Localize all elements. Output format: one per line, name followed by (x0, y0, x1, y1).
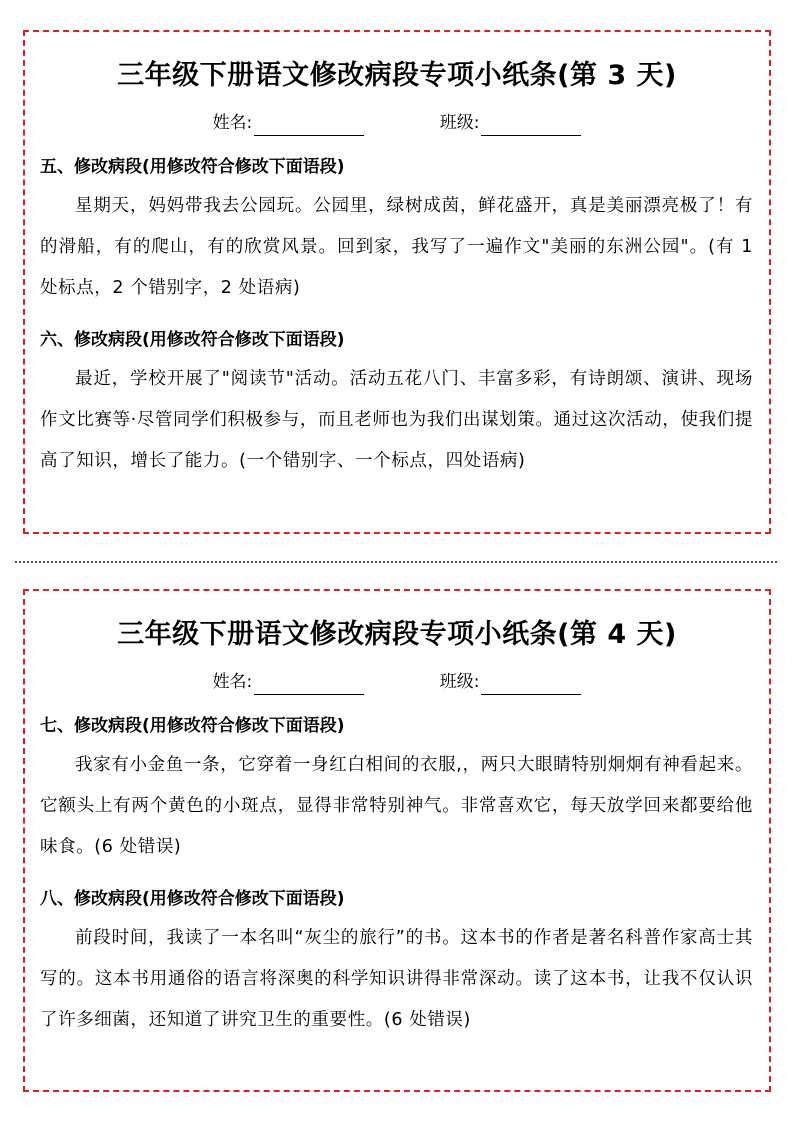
name-blank-line (254, 115, 364, 136)
name-field (213, 110, 365, 136)
class-label: 班级: (439, 113, 480, 133)
section-paragraph: 前段时间，我读了一本名叫“灰尘的旅行”的书。这本书的作者是著名科普作家高士其写的。这本书用通俗的语言将深奥的科学知识讲得非常深动。读了这本书，让我不仅认识了许多细菌，还知道了讲究卫生的重要性。(6 处错误) (40, 928, 753, 1030)
name-blank-line (254, 674, 364, 695)
worksheet-title: 三年级下册语文修改病段专项小纸条(第 3 天) (117, 60, 677, 91)
cut-line-divider (15, 561, 777, 563)
section-paragraph: 我家有小金鱼一条，它穿着一身红白相间的衣服,，两只大眼睛特别炯炯有神看起来。它额头上有两个黄色的小斑点，显得非常特别神气。非常喜欢它，每天放学回来都要给他味食。(6 处错误) (40, 755, 753, 857)
section-heading: 七、修改病段(用修改符合修改下面语段) (40, 716, 345, 736)
class-blank-line (481, 115, 581, 136)
worksheet-day4 (23, 589, 771, 1092)
name-label: 姓名: (212, 113, 253, 133)
worksheet-title: 三年级下册语文修改病段专项小纸条(第 4 天) (117, 619, 677, 650)
section-heading: 五、修改病段(用修改符合修改下面语段) (40, 157, 345, 177)
class-label: 班级: (439, 672, 480, 692)
section-paragraph: 星期天，妈妈带我去公园玩。公园里，绿树成茵，鲜花盛开，真是美丽漂亮极了！有的滑船，有的爬山，有的欣赏风景。回到家，我写了一遍作文"美丽的东洲公园"。(有 1 处标点，2 个错别字，2 处语病) (40, 196, 753, 298)
section-heading: 六、修改病段(用修改符合修改下面语段) (40, 330, 345, 350)
class-blank-line (481, 674, 581, 695)
name-label: 姓名: (212, 672, 253, 692)
worksheet-day3 (23, 30, 771, 534)
student-info-row (25, 669, 769, 695)
name-field (213, 669, 365, 695)
class-field (440, 110, 582, 136)
section-paragraph: 最近，学校开展了"阅读节"活动。活动五花八门、丰富多彩，有诗朗颂、演讲、现场作文比赛等·尽管同学们积极参与，而且老师也为我们出谋划策。通过这次活动，使我们提高了知识，增长了能力。(一个错别字、一个标点，四处语病) (40, 369, 753, 471)
class-field (440, 669, 582, 695)
section-heading: 八、修改病段(用修改符合修改下面语段) (40, 889, 345, 909)
student-info-row (25, 110, 769, 136)
